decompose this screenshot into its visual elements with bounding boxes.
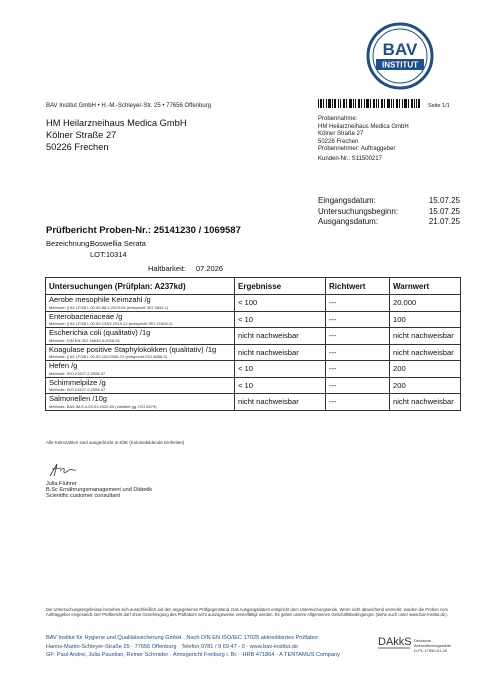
probe-info-line: Kölner Straße 27 <box>318 131 364 138</box>
signatory <box>46 482 152 499</box>
result-cell: < 10 <box>235 311 326 328</box>
analysis-method: Methode: § 64 LFGB L 00.00-133/2:2019-12 (entspricht ISO 21528-2) <box>49 321 173 326</box>
analysis-name: Schimmelpilze /g <box>49 377 106 387</box>
customer-number: Kunden-Nr.: S11500217 <box>318 156 382 162</box>
warning-value-cell: nicht nachweisbar <box>390 344 461 361</box>
warning-value-cell: nicht nachweisbar <box>390 328 461 345</box>
probe-info-line: 50226 Frechen <box>318 138 359 145</box>
report-title: Prüfbericht Proben-Nr.: 25141230 / 1069587 <box>46 225 241 236</box>
sender-line: BAV Institut GmbH • H.-M.-Schleyer-Str. 25 • 77656 Offenburg <box>46 103 212 109</box>
footer-line: Hanns-Martin-Schleyer-Straße 25 · 77656 Offenburg · Telefon 0781 / 9 69 47 - 0 · www.bav-institut.de <box>46 643 298 650</box>
signatory-name: Julia Fluhrer <box>46 481 77 487</box>
date-label: Ausgangsdatum: <box>318 217 379 226</box>
logo-text-sub: INSTITUT <box>382 60 418 70</box>
footer-line: GF: Paul Andrei, Julia Paustian, Reiner Schmider · Amtsgericht Freiburg i. Br. · HRB 471864 · A TENTAMUS Company <box>46 652 340 658</box>
result-cell: < 100 <box>235 295 326 312</box>
guide-value-cell: --- <box>326 311 390 328</box>
table-row <box>46 311 461 328</box>
result-cell: nicht nachweisbar <box>235 344 326 361</box>
analysis-method: Methode: BAV-IM-5.4-09-01:2020-05 (validiert gg. ISO 6579) <box>49 403 157 409</box>
analysis-method: Methode: ISO 21527-2:2008-07 <box>49 387 106 392</box>
dates-block <box>318 196 460 228</box>
date-label: Eingangsdatum: <box>318 196 376 205</box>
logo-text-main: BAV <box>382 40 418 59</box>
analysis-name: Salmonellen /10g <box>49 394 107 403</box>
result-cell: nicht nachweisbar <box>235 328 326 345</box>
result-cell: nicht nachweisbar <box>235 394 326 411</box>
table-row <box>46 328 461 345</box>
analysis-method: Methode: DIN EN ISO 16649-3:2016-01 <box>49 337 120 343</box>
guide-value-cell: --- <box>326 328 390 345</box>
date-row <box>318 207 460 218</box>
results-table <box>45 277 461 411</box>
disclaimer-text: Die Untersuchungsergebnisse beziehen sich ausschließlich auf den angegebenen Prüfgegenstand. Das Ausgangsdatum entspricht dem Untersuchungsende. Wenn nicht abweichend vermerkt, wurden die Proben vom Auftraggeber eingesandt. Der Prüfbericht darf ohne Genehmigung des Prüflabors nicht auszugsweise vervielfältigt werden. Es gelten unsere Allgemeinen Geschäftsbedingungen (siehe auch unter www.bav-institut.de). <box>46 607 448 618</box>
bav-institut-logo <box>366 22 434 90</box>
date-value: 21.07.25 <box>428 217 460 226</box>
dakks-accreditation-logo <box>376 633 464 665</box>
lot-number: LOT:10314 <box>90 250 127 259</box>
probe-info-line: HM Heilarzneihaus Medica GmbH <box>318 123 409 130</box>
analysis-method: Methode: § 64 LFGB L 00.00-100:2006-12 (entspricht ISO 6888-3) <box>49 354 167 359</box>
signatory-title: B.Sc Ernährungsmanagement und Diätetik <box>46 486 153 493</box>
guide-value-cell: --- <box>326 344 390 361</box>
table-header-row <box>46 278 461 295</box>
guide-value-cell: --- <box>326 394 390 411</box>
designation <box>46 238 146 250</box>
analysis-name: Escherichia coli (qualitativ) /1g <box>49 328 151 337</box>
date-value: 15.07.25 <box>428 196 460 205</box>
recipient-address <box>46 117 187 153</box>
date-row <box>318 217 460 228</box>
guide-value-cell: --- <box>326 361 390 378</box>
date-row <box>318 196 460 207</box>
date-label: Untersuchungsbeginn: <box>318 206 399 216</box>
table-row <box>46 377 461 394</box>
recipient-city: 50226 Frechen <box>46 142 109 152</box>
dakks-name: DAkkS <box>378 636 412 648</box>
table-row <box>46 295 461 312</box>
analysis-name: Enterobacteriaceae /g <box>49 311 123 321</box>
analysis-cell <box>46 361 235 378</box>
footer <box>46 634 376 660</box>
warning-value-cell: 200 <box>390 361 461 378</box>
analysis-cell <box>46 328 235 345</box>
designation-label: Bezeichnung: <box>46 239 92 248</box>
warning-value-cell: 100 <box>390 311 461 328</box>
page-number: Seite 1/1 <box>428 103 450 109</box>
shelf-life-value: 07.2026 <box>195 264 224 273</box>
handwritten-signature <box>46 462 96 478</box>
column-header: Untersuchungen (Prüfplan: A237kd) <box>46 278 235 295</box>
column-header: Warnwert <box>390 278 461 295</box>
analysis-name: Koagulase positive Staphylokokken (qualitativ) /1g <box>49 344 217 354</box>
dakks-line: Akkreditierungsstelle <box>414 643 451 648</box>
barcode <box>318 99 420 108</box>
designation-value: Boswellia Serata <box>90 239 146 248</box>
signatory-role: Scientific customer consultant <box>46 492 120 499</box>
warning-value-cell: 20.000 <box>390 295 461 312</box>
analysis-cell <box>46 295 235 312</box>
result-cell: < 10 <box>235 377 326 394</box>
analysis-cell <box>46 377 235 394</box>
warning-value-cell: nicht nachweisbar <box>390 394 461 411</box>
recipient-name: HM Heilarzneihaus Medica GmbH <box>46 118 187 128</box>
guide-value-cell: --- <box>326 377 390 394</box>
result-cell: < 10 <box>235 361 326 378</box>
column-header: Ergebnisse <box>235 278 326 295</box>
table-row <box>46 361 461 378</box>
analysis-cell <box>46 394 235 411</box>
shelf-life <box>148 264 223 273</box>
probe-info-line: Probennahme: <box>318 116 358 122</box>
analysis-name: Hefen /g <box>49 361 78 370</box>
warning-value-cell: 200 <box>390 377 461 394</box>
analysis-method: Methode: ISO 21527-2:2008-07 <box>49 370 106 376</box>
shelf-life-label: Haltbarkeit: <box>148 264 186 273</box>
column-header: Richtwert <box>326 278 390 295</box>
date-value: 15.07.25 <box>428 206 460 216</box>
guide-value-cell: --- <box>326 295 390 312</box>
analysis-cell <box>46 344 235 361</box>
recipient-street: Kölner Straße 27 <box>46 130 117 140</box>
table-row <box>46 394 461 411</box>
analysis-name: Aerobe mesophile Keimzahl /g <box>49 295 151 304</box>
table-footnote: Alle Keimzahlen sind ausgedrückt in KbE (Koloniebildende Einheiten) <box>46 440 185 445</box>
analysis-method: Methode: § 64 LFGB L 00.00-88-1:2023-04 (entspricht ISO 4833-1) <box>49 304 169 310</box>
analysis-cell <box>46 311 235 328</box>
table-row <box>46 344 461 361</box>
probe-info <box>318 116 409 154</box>
footer-line: BAV Institut für Hygiene und Qualitätssicherung GmbH · Nach DIN EN ISO/IEC 17025 akkreditiertes Prüflabor <box>46 635 319 641</box>
dakks-line: Deutsche <box>414 638 431 643</box>
probe-info-line: Probennehmer: Auftraggeber <box>318 146 396 153</box>
dakks-line: D-PL-17950-01-00 <box>414 648 448 653</box>
